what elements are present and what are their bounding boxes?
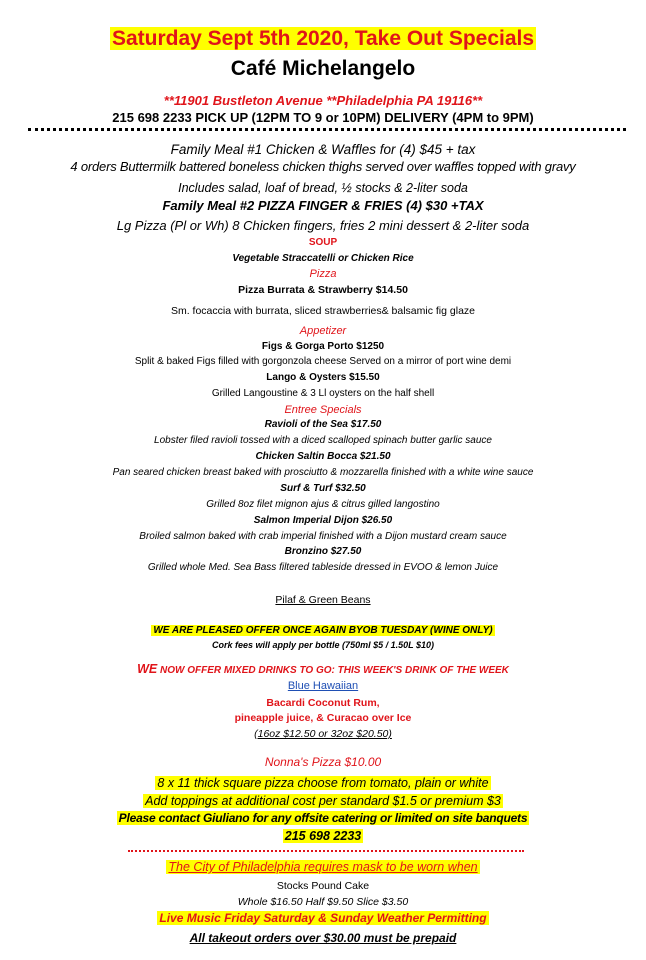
nonnas-line-2-text: Add toppings at additional cost per standard $1.5 or premium $3 xyxy=(145,794,501,808)
address-line: **11901 Bustleton Avenue **Philadelphia PA 19116** xyxy=(163,93,483,108)
nonnas-line-1 xyxy=(0,776,646,790)
mask-notice xyxy=(0,860,646,874)
entree-desc: Grilled 8oz filet mignon ajus & citrus gilled langostino xyxy=(206,499,440,510)
pizza-heading: Pizza xyxy=(309,268,337,280)
byob-line-1-text: WE ARE PLEASED OFFER ONCE AGAIN BYOB TUESDAY (WINE ONLY) xyxy=(153,625,493,636)
appetizer-item-2: Lango & Oysters $15.50 xyxy=(266,372,380,383)
nonnas-line-2 xyxy=(0,794,646,808)
nonnas-phone xyxy=(0,829,646,843)
drink-line-2: pineapple juice, & Curacao over Ice xyxy=(234,712,412,724)
sides-line: Pilaf & Green Beans xyxy=(275,594,371,606)
live-music xyxy=(0,912,646,926)
entree-name: Ravioli of the Sea $17.50 xyxy=(264,419,382,430)
drink-name: Blue Hawaiian xyxy=(287,680,359,692)
red-plus-divider xyxy=(128,850,524,852)
entree-desc: Pan seared chicken breast baked with prosciutto & mozzarella finished with a white wine sauce xyxy=(112,467,534,478)
restaurant-name: Café Michelangelo xyxy=(230,57,416,80)
nonnas-title: Nonna's Pizza $10.00 xyxy=(264,755,382,769)
appetizer-item-2-desc: Grilled Langoustine & 3 Ll oysters on the half shell xyxy=(211,388,435,399)
soup-heading: SOUP xyxy=(308,237,338,248)
drink-line-1: Bacardi Coconut Rum, xyxy=(266,697,380,709)
appetizer-item-1: Figs & Gorga Porto $1250 xyxy=(261,341,385,352)
family-meal-1-includes: Includes salad, loaf of bread, ½ stocks & 2-liter soda xyxy=(178,181,468,195)
entree-desc: Broiled salmon baked with crab imperial finished with a Dijon mustard cream sauce xyxy=(139,531,507,542)
drink-price: (16oz $12.50 or 32oz $20.50) xyxy=(254,728,392,740)
family-meal-2-desc: Lg Pizza (Pl or Wh) 8 Chicken fingers, fries 2 mini dessert & 2-liter soda xyxy=(116,218,530,233)
phone-hours-line: 215 698 2233 PICK UP (12PM TO 9 or 10PM) DELIVERY (4PM to 9PM) xyxy=(112,110,534,125)
entree-desc: Grilled whole Med. Sea Bass filtered tableside dressed in EVOO & lemon Juice xyxy=(147,562,499,573)
family-meal-1-title: Family Meal #1 Chicken & Waffles for (4) $45 + tax xyxy=(170,142,476,157)
entree-desc: Lobster filed ravioli tossed with a diced scalloped spinach butter garlic sauce xyxy=(154,435,492,446)
soup-item: Vegetable Straccatelli or Chicken Rice xyxy=(232,253,414,264)
entree-name: Surf & Turf $32.50 xyxy=(280,483,366,494)
nonnas-line-3-text: Please contact Giuliano for any offsite catering or limited on site banquets xyxy=(118,811,528,825)
prepaid-notice: All takeout orders over $30.00 must be prepaid xyxy=(189,931,457,945)
appetizer-item-1-desc: Split & baked Figs filled with gorgonzola cheese Served on a mirror of port wine demi xyxy=(134,356,512,367)
entree-name: Chicken Saltin Bocca $21.50 xyxy=(255,451,391,462)
nonnas-line-1-text: 8 x 11 thick square pizza choose from tomato, plain or white xyxy=(157,776,489,790)
drinks-intro xyxy=(0,662,646,677)
byob-line-1 xyxy=(0,625,646,637)
drinks-intro-we: WE xyxy=(137,662,158,676)
pizza-item: Pizza Burrata & Strawberry $14.50 xyxy=(238,284,408,296)
cake-price: Whole $16.50 Half $9.50 Slice $3.50 xyxy=(237,896,409,908)
title-text: Saturday Sept 5th 2020, Take Out Specials xyxy=(111,27,535,50)
cake-title: Stocks Pound Cake xyxy=(276,880,370,892)
family-meal-1-desc: 4 orders Buttermilk battered boneless chicken thighs served over waffles topped with gravy xyxy=(70,159,576,174)
dotted-divider xyxy=(28,128,626,131)
nonnas-phone-text: 215 698 2233 xyxy=(284,829,362,843)
live-music-text: Live Music Friday Saturday & Sunday Weather Permitting xyxy=(159,911,487,925)
family-meal-2-title: Family Meal #2 PIZZA FINGER & FRIES (4) $30 +TAX xyxy=(162,198,484,213)
pizza-desc: Sm. focaccia with burrata, sliced strawberries& balsamic fig glaze xyxy=(170,305,476,317)
page-title xyxy=(0,27,646,51)
mask-notice-text: The City of Philadelphia requires mask to be worn when xyxy=(168,860,478,874)
nonnas-line-3 xyxy=(0,812,646,826)
entree-heading: Entree Specials xyxy=(284,404,362,416)
entree-name: Salmon Imperial Dijon $26.50 xyxy=(253,515,393,526)
entree-name: Bronzino $27.50 xyxy=(284,546,362,557)
byob-line-2: Cork fees will apply per bottle (750ml $5 / 1.50L $10) xyxy=(212,640,434,650)
appetizer-heading: Appetizer xyxy=(299,325,347,337)
drinks-intro-rest: NOW OFFER MIXED DRINKS TO GO: THIS WEEK'S DRINK OF THE WEEK xyxy=(157,665,509,676)
